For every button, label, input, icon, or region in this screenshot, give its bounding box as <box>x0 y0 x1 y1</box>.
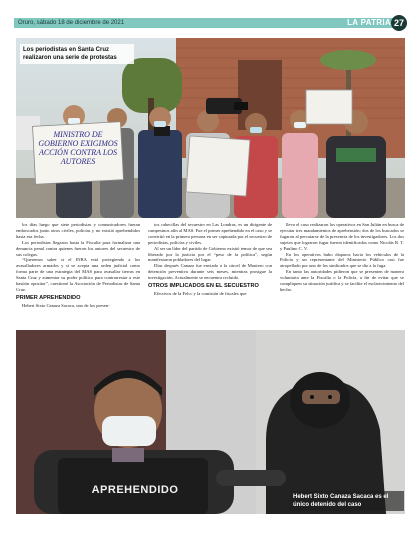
paragraph: “Queremos saber si el INRA está protegiendo a los avasalladores armados y si se acepta una orden judicial como forma parte de una estrategia del MAS para avasallar tierras en Santa Cruz y aumentar su poder político para contrarrestar a este bastión opositor”, cuestionó la Asociación de Periodistas de Santa Cruz. <box>16 257 140 292</box>
article-column-1 <box>16 222 140 309</box>
paragraph: Efectivos de la Felcc y la comisión de fiscales que <box>154 291 247 297</box>
page-header <box>14 16 407 30</box>
paragraph: Días después Canaza fue enviado a la cárcel de Montero con detención preventiva durante seis meses, mientras prosigue la investigación. Actualmente se encuentra recluido. <box>148 263 272 281</box>
paragraph: Hebert Sixto Canaza Sacaca, uno de los presen- <box>22 302 110 308</box>
protest-sign-text: MINISTRO DE GOBIERNO EXIGIMOS ACCIÓN CONTRA LOS AUTORES <box>38 130 118 166</box>
article-column-3 <box>280 222 404 293</box>
photo-caption: Hebert Sixto Canaza Sacaca es el único detenido del caso <box>290 491 404 511</box>
paragraph: En tanto las autoridades pidieron que se presenten de manera voluntaria ante la Fiscalía o la Policía, a fin de evitar que se compliquen su situación jurídica y se facilite el esclarecimiento del hecho. <box>280 269 404 292</box>
protest-photo <box>16 38 405 218</box>
vest-text: APREHENDIDO <box>91 484 179 496</box>
section-heading: PRIMER APREHENDIDO <box>16 294 81 301</box>
protest-photo-illustration <box>16 38 405 218</box>
paragraph: tos cabecillas del secuestro en Las Londras, es un dirigente de campesinos afín al MAS. Fue el primer aprehendido en el caso y se convirtió en la primera persona en ser capturada por el secuestro de periodistas, policías y civiles. <box>148 222 272 245</box>
page-number: 27 <box>391 15 407 31</box>
issue-date: Oruro, sábado 18 de diciembre de 2021 <box>18 20 125 26</box>
detainee-photo-illustration <box>16 330 405 514</box>
paragraph: lleva el caso realizaron los operativos en San Julián en busca de ejecutar tres mandamientos de aprehensión; dos de los buscados se fugaron al percatarse de la presencia de los investigadores. Los dos sujetos que lograron fugar fueron identificados como Nicolás R. T. y Paulino C. V. <box>280 222 404 251</box>
section-heading: OTROS IMPLICADOS EN EL SECUESTRO <box>148 283 259 290</box>
paragraph: Al ser un líder del partido de Gobierno existió temor de que sea liberado por la justicia por el “peso de la política”, según manifestaron pobladores del lugar. <box>148 245 272 263</box>
paragraph: los días luego que siete periodistas y comunicadores fueran emboscados junto otros civiles, policías y no existió aprehendidos hasta esa fecha. <box>16 222 140 239</box>
newspaper-name: LA PATRIA <box>347 18 391 27</box>
paragraph: En los operativos hubo disparos hacia los vehículos de la Policía y un representante del Ministerio Público casi fue atropellado por uno de los sindicados que se dio a la fuga. <box>280 251 404 269</box>
paragraph: Los periodistas llegaron hasta la Fiscalía para formalizar una denuncia penal contra quienes fueron los autores del secuestro de sus colegas. <box>16 239 140 257</box>
photo-caption: Los periodistas en Santa Cruz realizaron una serie de protestas <box>20 44 134 64</box>
detainee-photo <box>16 330 405 514</box>
article-column-2 <box>148 222 272 297</box>
